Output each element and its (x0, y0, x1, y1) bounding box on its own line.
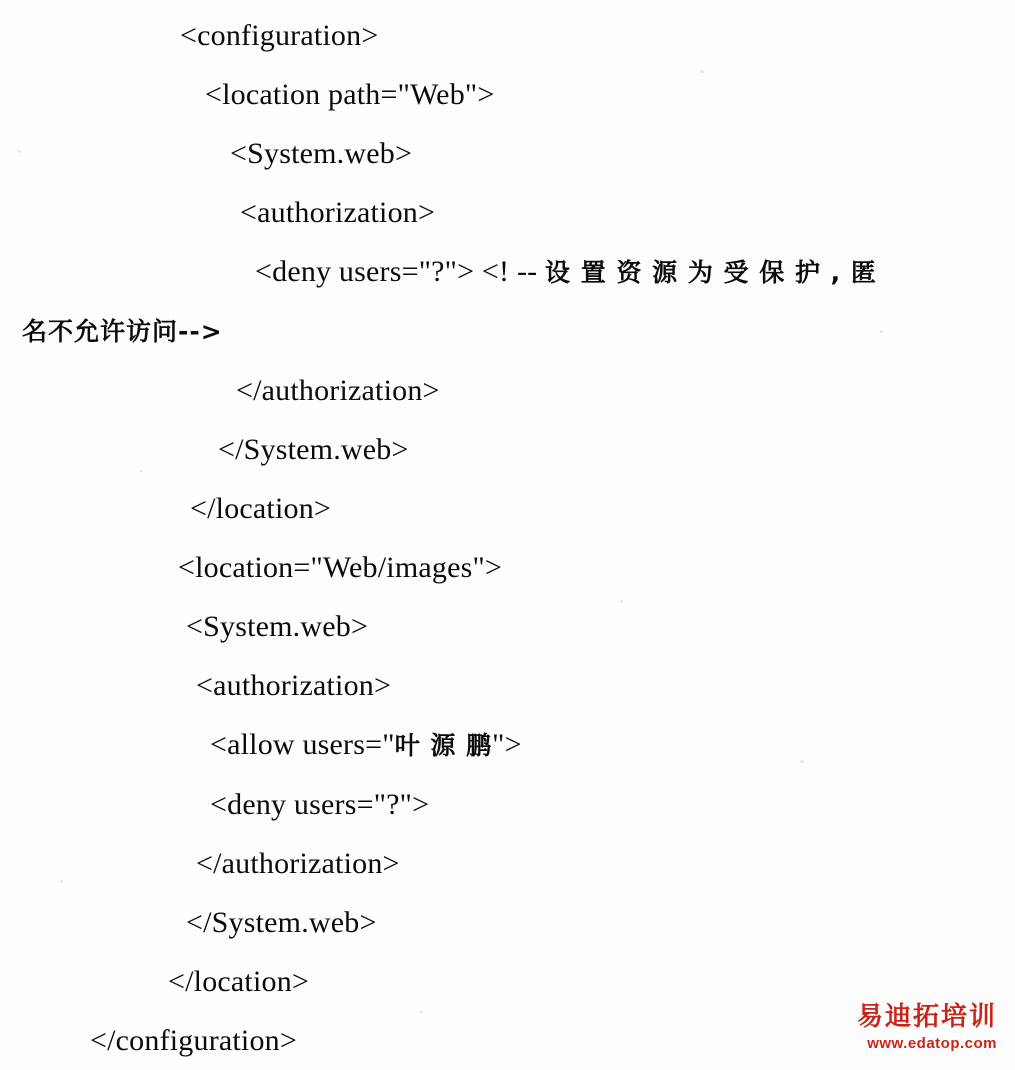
code-line-text-after: "> (492, 728, 522, 761)
code-comment-chinese-wrap: 名不允许访问--> (22, 317, 223, 346)
code-line-text: <configuration> (180, 19, 379, 52)
code-line (0, 775, 1015, 834)
code-line-with-user (0, 715, 1015, 775)
scan-speck (700, 70, 704, 73)
code-comment-wrap (0, 302, 1015, 361)
scan-speck (18, 150, 21, 153)
code-line-text: </authorization> (196, 847, 400, 880)
watermark (857, 1003, 997, 1052)
code-line-text: <System.web> (230, 137, 413, 170)
code-line-text: <deny users="?"> (210, 788, 430, 821)
code-line-with-comment (0, 242, 1015, 302)
code-line (0, 420, 1015, 479)
code-line (0, 65, 1015, 124)
code-line (0, 124, 1015, 183)
code-line-text: <location="Web/images"> (178, 551, 503, 584)
code-line (0, 834, 1015, 893)
code-line-text: </System.web> (186, 906, 377, 939)
code-line-text: <authorization> (240, 196, 436, 229)
watermark-url: www.edatop.com (867, 1034, 997, 1052)
code-line-text: <System.web> (186, 610, 369, 643)
code-line (0, 183, 1015, 242)
code-line-text: <authorization> (196, 669, 392, 702)
code-line (0, 893, 1015, 952)
scan-speck (800, 760, 804, 763)
code-line (0, 538, 1015, 597)
code-username-chinese: 叶 源 鹏 (394, 731, 493, 760)
code-line-text: </location> (168, 965, 310, 998)
watermark-brand: 易迪拓培训 (856, 1001, 997, 1032)
scan-speck (420, 1010, 423, 1013)
code-line (0, 361, 1015, 420)
code-line (0, 6, 1015, 65)
code-line-text: </authorization> (236, 374, 440, 407)
scan-speck (620, 600, 623, 603)
code-comment-chinese: 设 置 资 源 为 受 保 护 , 匿 (545, 258, 877, 287)
scan-speck (60, 880, 63, 883)
code-line-text: </configuration> (90, 1024, 297, 1057)
code-listing (0, 6, 1015, 1070)
code-line (0, 597, 1015, 656)
scan-speck (880, 330, 883, 333)
code-line-text: </location> (190, 492, 332, 525)
scan-speck (140, 470, 143, 472)
code-line-text: <deny users="?"> <! -- (255, 255, 546, 288)
code-line-text: <location path="Web"> (205, 78, 495, 111)
code-line (0, 656, 1015, 715)
code-line (0, 479, 1015, 538)
code-line-text: </System.web> (218, 433, 409, 466)
code-line-text: <allow users=" (210, 728, 395, 761)
